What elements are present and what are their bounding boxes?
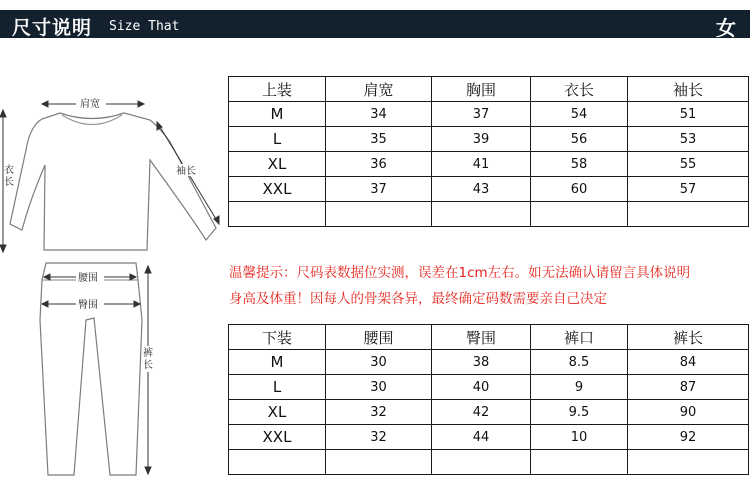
garment-diagram (0, 0, 228, 501)
table-header-cell: 腰围 (326, 325, 432, 350)
size-label-cell: XL (229, 152, 326, 177)
table-row (229, 425, 749, 450)
table-cell: 44 (432, 425, 531, 450)
table-header-cell: 裤口 (531, 325, 628, 350)
table-cell: 8.5 (531, 350, 628, 375)
size-label-cell (229, 202, 326, 227)
pants-hip-label: 臀围 (78, 300, 98, 311)
table-cell: 92 (628, 425, 749, 450)
table-cell (326, 450, 432, 475)
table-cell: 84 (628, 350, 749, 375)
table-header-row (229, 77, 749, 102)
table-cell: 30 (326, 350, 432, 375)
table-cell (432, 202, 531, 227)
size-label-cell: M (229, 350, 326, 375)
table-cell: 43 (432, 177, 531, 202)
size-label-cell: M (229, 102, 326, 127)
table-header-cell: 裤长 (628, 325, 749, 350)
table-row (229, 450, 749, 475)
bottom-size-table (228, 324, 749, 475)
table-row (229, 202, 749, 227)
table-cell: 38 (432, 350, 531, 375)
notice-line-2: 身高及体重！因每人的骨架各异，最终确定码数需要亲自己决定 (229, 291, 607, 307)
table-row (229, 400, 749, 425)
table-header-cell: 胸围 (432, 77, 531, 102)
table-cell: 42 (432, 400, 531, 425)
table-row (229, 127, 749, 152)
table-cell: 37 (326, 177, 432, 202)
table-cell (531, 450, 628, 475)
table-cell: 40 (432, 375, 531, 400)
table-cell: 37 (432, 102, 531, 127)
page-title: 尺寸说明 (12, 17, 93, 39)
table-cell: 54 (531, 102, 628, 127)
table-cell: 32 (326, 425, 432, 450)
shirt-outline (10, 113, 216, 250)
table-cell: 10 (531, 425, 628, 450)
table-header-cell: 袖长 (628, 77, 749, 102)
size-label-cell: XXL (229, 425, 326, 450)
table-cell: 9 (531, 375, 628, 400)
table-header-cell: 臀围 (432, 325, 531, 350)
shirt-shoulder-label: 肩宽 (80, 99, 100, 110)
table-cell: 60 (531, 177, 628, 202)
table-cell: 58 (531, 152, 628, 177)
table-header-row (229, 325, 749, 350)
top-size-table (228, 76, 749, 227)
table-header-cell: 肩宽 (326, 77, 432, 102)
table-cell: 36 (326, 152, 432, 177)
table-cell: 35 (326, 127, 432, 152)
table-cell: 9.5 (531, 400, 628, 425)
table-cell (432, 450, 531, 475)
table-cell (628, 202, 749, 227)
table-cell: 51 (628, 102, 749, 127)
size-label-cell: L (229, 375, 326, 400)
table-cell: 55 (628, 152, 749, 177)
pants-length-label: 裤长 (143, 348, 153, 371)
table-cell: 56 (531, 127, 628, 152)
table-header-cell: 衣长 (531, 77, 628, 102)
table-cell: 30 (326, 375, 432, 400)
table-row (229, 152, 749, 177)
page-subtitle: Size That (109, 19, 180, 34)
gender-label: 女 (716, 16, 736, 40)
table-cell: 32 (326, 400, 432, 425)
table-cell: 41 (432, 152, 531, 177)
size-label-cell: L (229, 127, 326, 152)
size-label-cell: XL (229, 400, 326, 425)
table-cell: 39 (432, 127, 531, 152)
table-cell (628, 450, 749, 475)
table-row (229, 350, 749, 375)
size-label-cell (229, 450, 326, 475)
table-cell (531, 202, 628, 227)
pants-waist-label: 腰围 (78, 273, 98, 284)
table-header-cell: 上装 (229, 77, 326, 102)
pants-outline (40, 263, 142, 475)
notice-line-1: 温馨提示：尺码表数据位实测，误差在1cm左右。如无法确认请留言具体说明 (229, 265, 691, 281)
table-row (229, 102, 749, 127)
table-row (229, 177, 749, 202)
table-cell: 53 (628, 127, 749, 152)
table-cell: 57 (628, 177, 749, 202)
table-cell (326, 202, 432, 227)
table-header-cell: 下装 (229, 325, 326, 350)
shirt-sleeve-label: 袖长 (176, 166, 196, 177)
table-cell: 87 (628, 375, 749, 400)
size-label-cell: XXL (229, 177, 326, 202)
pants-measure-lines (42, 266, 151, 474)
shirt-length-label: 衣长 (4, 165, 14, 188)
table-row (229, 375, 749, 400)
table-cell: 34 (326, 102, 432, 127)
table-cell: 90 (628, 400, 749, 425)
